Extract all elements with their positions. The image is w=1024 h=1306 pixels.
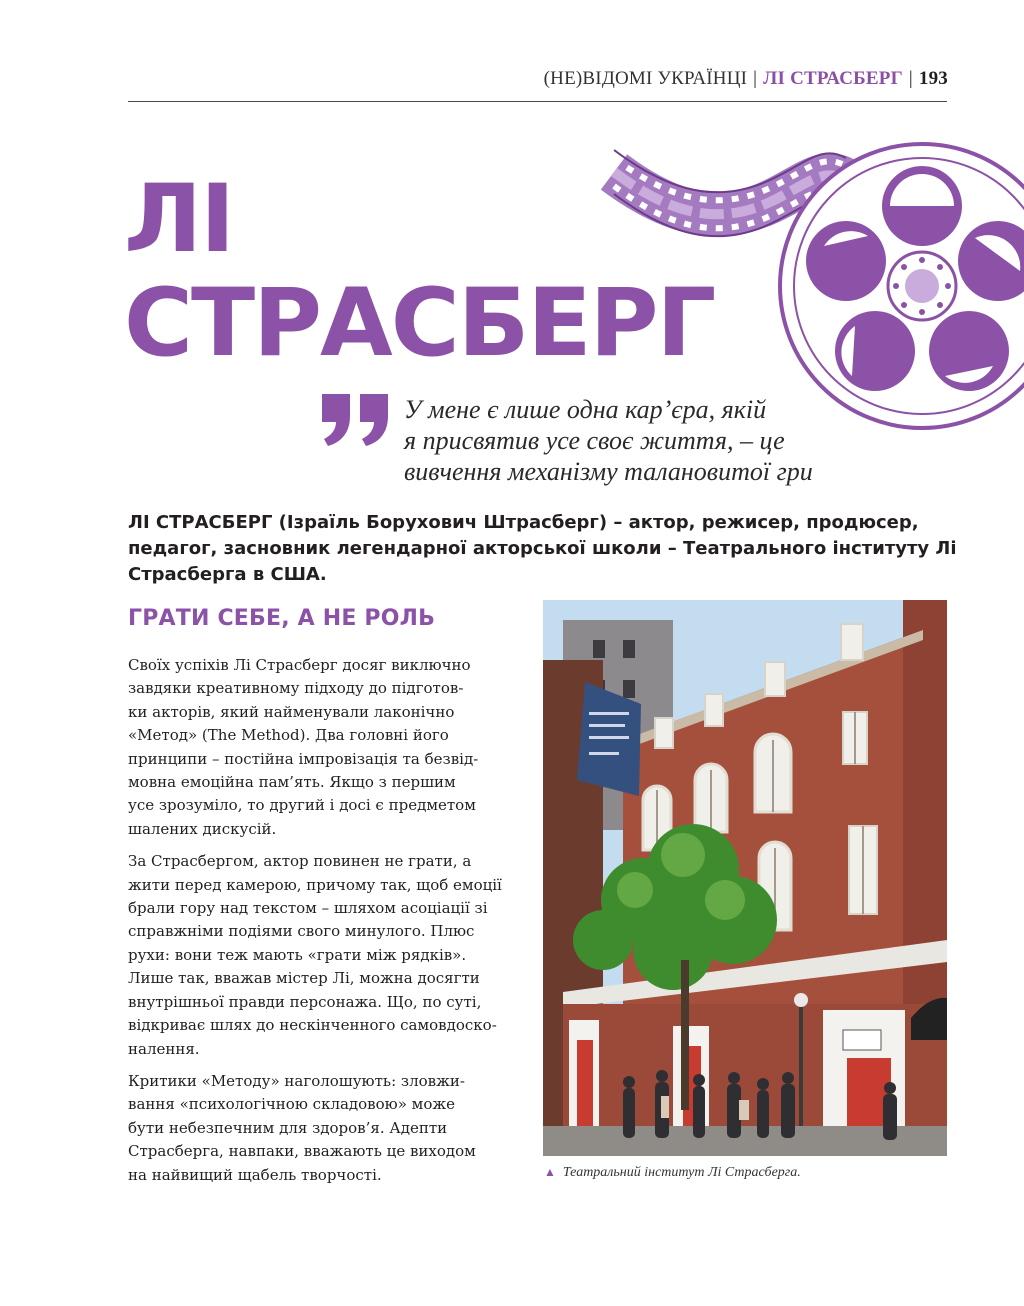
body-line: усе зрозуміло, то другий і досі є предметом (128, 796, 476, 815)
body-line: ки акторів, який найменували лаконічно (128, 702, 455, 721)
body-line: шалених дискусій. (128, 819, 277, 838)
quote-line: У мене є лише одна кар’єра, якій (404, 395, 767, 424)
title-line-1: ЛІ (124, 165, 234, 274)
body-line: на найвищий щабель творчості. (128, 1165, 382, 1184)
caption-text: Театральний інститут Лі Страсберга. (562, 1165, 801, 1180)
body-text (128, 654, 508, 1196)
quote-mark-icon (318, 392, 394, 448)
building-illustration (543, 600, 947, 1156)
running-head-separator-2: | (908, 68, 913, 89)
lead-paragraph (128, 510, 957, 588)
pull-quote (404, 394, 904, 487)
body-paragraph (128, 1070, 508, 1187)
body-line: принципи – постійна імпровізація та безвід- (128, 749, 479, 768)
body-line: брали гору над текстом – шляхом асоціації зі (128, 899, 488, 918)
body-line: Своїх успіхів Лі Страсберг досяг виключно (128, 656, 471, 674)
section-heading: ГРАТИ СЕБЕ, А НЕ РОЛЬ (128, 606, 436, 631)
body-line: відкриває шлях до нескінченного самовдоско- (128, 1016, 497, 1035)
institute-photo (543, 600, 947, 1156)
body-line: бути небезпечним для здоров’я. Адепти (128, 1118, 448, 1137)
lead-line: педагог, засновник легендарної акторської школи – Театрального інституту Лі (128, 538, 957, 559)
body-line: налення. (128, 1039, 200, 1058)
quote-line: вивчення механізму талановитої гри (404, 457, 813, 486)
triangle-up-icon: ▲ (544, 1165, 556, 1179)
running-head-separator: | (753, 68, 758, 89)
running-head (544, 68, 948, 90)
body-line: вання «психологічною складовою» може (128, 1095, 456, 1114)
title-line-2: СТРАСБЕРГ (124, 269, 715, 378)
body-line: За Страсбергом, актор повинен не грати, а (128, 852, 472, 871)
body-line: завдяки креативному підходу до підготов- (128, 679, 464, 698)
lead-line: Страсберга в США. (128, 564, 327, 585)
body-line: рухи: вони теж мають «грати між рядків». (128, 945, 467, 964)
body-line: Страсберга, навпаки, вважають це виходом (128, 1142, 476, 1161)
photo-caption (544, 1165, 801, 1181)
body-line: «Метод» (The Method). Два головні його (128, 726, 449, 745)
quote-line: я присвятив усе своє життя, – це (404, 426, 785, 455)
running-head-chapter: ЛІ СТРАСБЕРГ (763, 68, 903, 89)
page-title (124, 165, 715, 378)
body-paragraph (128, 850, 508, 1061)
lead-line: ЛІ СТРАСБЕРГ (Ізраїль Борухович Штрасберг) – актор, режисер, продюсер, (128, 512, 919, 533)
page-number: 193 (918, 68, 948, 89)
body-line: мовна емоційна пам’ять. Якщо з першим (128, 773, 456, 792)
body-line: Критики «Методу» наголошують: зловжи- (128, 1071, 465, 1090)
body-paragraph (128, 654, 508, 841)
body-line: внутрішньої правди персонажа. Що, по суті, (128, 992, 482, 1011)
body-line: жити перед камерою, причому так, щоб емоції (128, 875, 502, 894)
running-head-section: (НЕ)ВІДОМІ УКРАЇНЦІ (543, 68, 748, 89)
body-line: справжніми подіями свого минулого. Плюс (128, 922, 475, 941)
body-line: Лише так, вважав містер Лі, можна досягти (128, 969, 480, 988)
header-rule (128, 101, 947, 102)
